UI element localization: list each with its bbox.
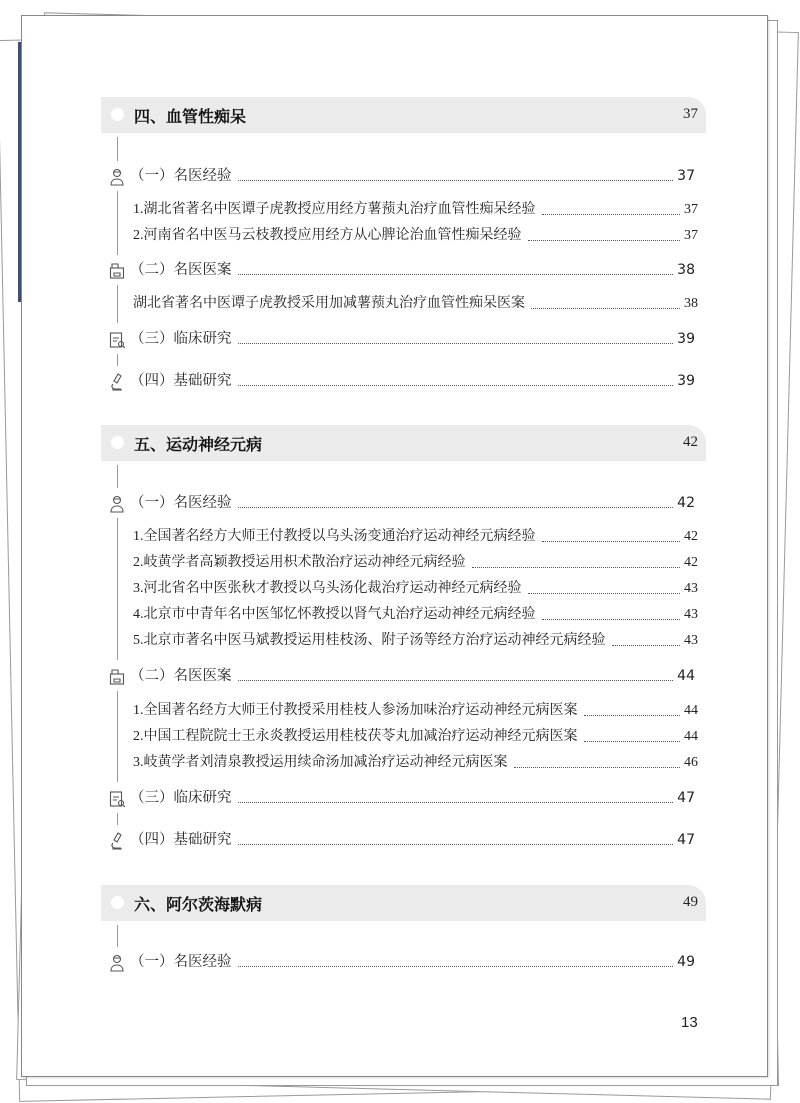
dot-leader [238, 680, 674, 681]
entry-page: 42 [684, 529, 698, 544]
clinical-search-icon [109, 790, 125, 808]
dot-leader [238, 844, 674, 845]
dot-leader [531, 308, 680, 309]
entry-label: 2.河南省名中医马云枝教授应用经方从心脾论治血管性痴呆经验 [133, 228, 522, 243]
entry-label: 5.北京市著名中医马斌教授运用桂枝汤、附子汤等经方治疗运动神经元病经验 [133, 633, 606, 648]
connector-line [117, 518, 118, 660]
toc-entry[interactable] [130, 667, 695, 685]
entry-label: （四）基础研究 [130, 373, 232, 389]
entry-page: 38 [677, 262, 695, 278]
entry-page: 43 [684, 607, 698, 622]
entry-page: 38 [684, 296, 698, 311]
dot-leader [584, 715, 681, 716]
section-title: 五、运动神经元病 [134, 435, 263, 454]
entry-label: 2.中国工程院院士王永炎教授运用桂枝茯苓丸加减治疗运动神经元病医案 [133, 729, 578, 744]
case-folder-icon [109, 262, 125, 280]
toc-subentry[interactable] [133, 528, 698, 546]
dot-leader [528, 593, 681, 594]
dot-leader [528, 240, 681, 241]
entry-page: 44 [684, 729, 698, 744]
toc-entry[interactable] [130, 167, 695, 185]
connector-line [117, 813, 118, 825]
entry-label: 1.湖北省著名中医谭子虎教授应用经方薯蓣丸治疗血管性痴呆经验 [133, 202, 536, 217]
entry-page: 47 [677, 832, 695, 848]
section-title: 四、血管性痴呆 [134, 107, 247, 126]
toc-subentry[interactable] [133, 201, 698, 219]
entry-page: 43 [684, 581, 698, 596]
toc-subentry[interactable] [133, 606, 698, 624]
connector-line [117, 285, 118, 323]
dot-leader [238, 180, 674, 181]
section-page: 49 [683, 894, 698, 910]
connector-line [117, 137, 118, 161]
entry-page: 39 [677, 373, 695, 389]
entry-page: 47 [677, 790, 695, 806]
connector-line [117, 465, 118, 488]
entry-label: （三）临床研究 [130, 790, 232, 806]
toc-entry[interactable] [130, 372, 695, 390]
entry-label: （二）名医医案 [130, 668, 232, 684]
entry-label: （一）名医经验 [130, 168, 232, 184]
entry-page: 42 [684, 555, 698, 570]
connector-line [117, 925, 118, 947]
entry-label: （一）名医经验 [130, 954, 232, 970]
doctor-icon [109, 495, 125, 513]
entry-label: （三）临床研究 [130, 331, 232, 347]
clinical-search-icon [109, 331, 125, 349]
entry-page: 43 [684, 633, 698, 648]
entry-page: 44 [677, 668, 695, 684]
toc-subentry[interactable] [133, 632, 698, 650]
entry-label: （二）名医医案 [130, 262, 232, 278]
dot-leader [238, 343, 674, 344]
bullet-dot [111, 108, 124, 121]
toc-subentry[interactable] [133, 554, 698, 572]
entry-label: （四）基础研究 [130, 832, 232, 848]
microscope-icon [109, 832, 125, 850]
entry-page: 42 [677, 495, 695, 511]
bullet-dot [111, 896, 124, 909]
entry-page: 49 [677, 954, 695, 970]
toc-subentry[interactable] [133, 728, 698, 746]
dot-leader [238, 507, 674, 508]
dot-leader [612, 645, 681, 646]
section-page: 42 [683, 434, 698, 450]
entry-label: 3.河北省名中医张秋才教授以乌头汤化裁治疗运动神经元病经验 [133, 581, 522, 596]
section-header[interactable] [101, 885, 706, 921]
entry-page: 37 [684, 228, 698, 243]
page-number: 13 [681, 1014, 698, 1031]
toc-entry[interactable] [130, 789, 695, 807]
entry-label: 1.全国著名经方大师王付教授以乌头汤变通治疗运动神经元病经验 [133, 529, 536, 544]
connector-line [117, 191, 118, 255]
doctor-icon [109, 954, 125, 972]
section-title: 六、阿尔茨海默病 [134, 895, 263, 914]
toc-subentry[interactable] [133, 754, 698, 772]
entry-page: 44 [684, 703, 698, 718]
dot-leader [238, 274, 674, 275]
entry-page: 39 [677, 331, 695, 347]
entry-page: 37 [684, 202, 698, 217]
microscope-icon [109, 373, 125, 391]
entry-page: 46 [684, 755, 698, 770]
dot-leader [542, 214, 681, 215]
toc-entry[interactable] [130, 261, 695, 279]
toc-entry[interactable] [130, 330, 695, 348]
entry-label: 湖北省著名中医谭子虎教授采用加减薯蓣丸治疗血管性痴呆医案 [133, 296, 525, 311]
section-page: 37 [683, 106, 698, 122]
toc-entry[interactable] [130, 831, 695, 849]
bullet-dot [111, 436, 124, 449]
dot-leader [542, 619, 681, 620]
entry-label: （一）名医经验 [130, 495, 232, 511]
toc-entry[interactable] [130, 953, 695, 971]
connector-line [117, 691, 118, 782]
dot-leader [238, 966, 674, 967]
dot-leader [472, 567, 681, 568]
section-header[interactable] [101, 425, 706, 461]
dot-leader [238, 802, 674, 803]
dot-leader [514, 767, 681, 768]
entry-label: 2.岐黄学者高颖教授运用枳术散治疗运动神经元病经验 [133, 555, 466, 570]
toc-subentry[interactable] [133, 580, 698, 598]
entry-label: 1.全国著名经方大师王付教授采用桂枝人参汤加味治疗运动神经元病医案 [133, 703, 578, 718]
entry-page: 37 [677, 168, 695, 184]
toc-entry[interactable] [130, 494, 695, 512]
dot-leader [584, 741, 681, 742]
toc-subentry[interactable] [133, 227, 698, 245]
section-header[interactable] [101, 97, 706, 133]
toc-subentry[interactable] [133, 702, 698, 720]
case-folder-icon [109, 668, 125, 686]
connector-line [117, 354, 118, 366]
toc-subentry[interactable] [133, 295, 698, 313]
dot-leader [542, 541, 681, 542]
entry-label: 3.岐黄学者刘清泉教授运用续命汤加减治疗运动神经元病医案 [133, 755, 508, 770]
dot-leader [238, 385, 674, 386]
entry-label: 4.北京市中青年名中医邹忆怀教授以肾气丸治疗运动神经元病经验 [133, 607, 536, 622]
doctor-icon [109, 168, 125, 186]
